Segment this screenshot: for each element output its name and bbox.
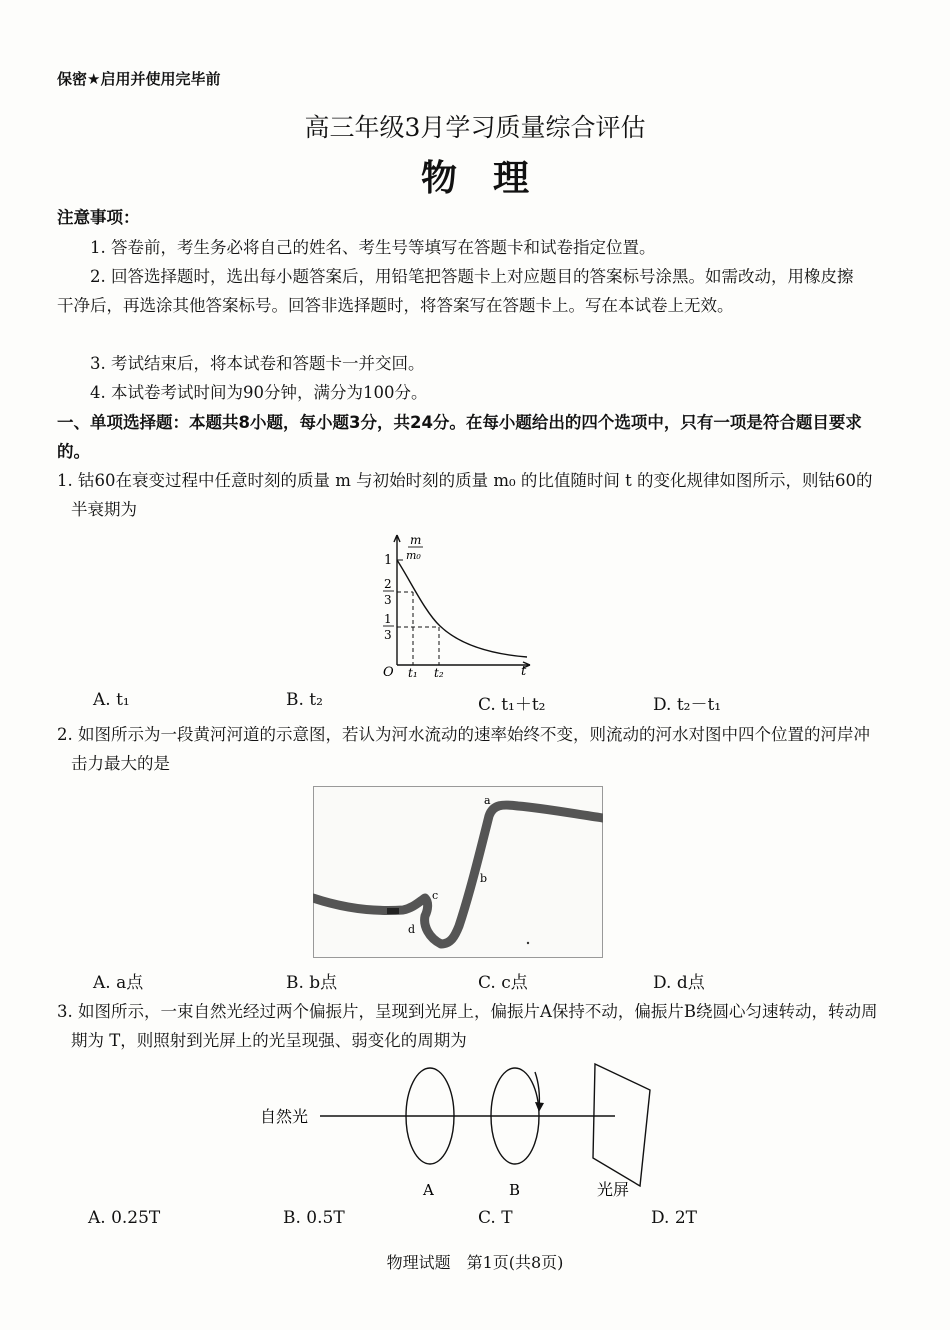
- decay-graph: [375, 530, 540, 680]
- natural-light-label: 自然光: [260, 1107, 309, 1126]
- y-axis-numerator: m: [410, 533, 422, 547]
- tick-one-third-den: 3: [384, 628, 392, 642]
- t-axis-label: t: [521, 664, 527, 679]
- question-2-stem: 2. 如图所示为一段黄河河道的示意图，若认为河水流动的速率始终不变，则流动的河水对图中四个位置的河岸冲击力最大的是: [57, 725, 870, 773]
- q1-option-c: C. t₁＋t₂: [478, 695, 546, 715]
- q3-option-b: B. 0.5T: [283, 1208, 345, 1228]
- q2-option-c: C. c点: [478, 973, 528, 993]
- t1-label: t₁: [408, 666, 418, 680]
- note-item: 1. 答卷前，考生务必将自己的姓名、考生号等填写在答题卡和试卷指定位置。: [90, 238, 656, 257]
- point-c-label: c: [432, 889, 439, 902]
- q1-option-a: A. t₁: [93, 690, 130, 710]
- polarizer-diagram: [255, 1060, 675, 1208]
- notes-heading: 注意事项：: [57, 208, 140, 227]
- tick-one: 1: [384, 553, 393, 568]
- exam-title: 高三年级3月学习质量综合评估: [304, 113, 646, 142]
- t2-label: t₂: [434, 666, 444, 680]
- subject-title: 物理: [420, 158, 565, 199]
- confidential-mark: 保密★启用并使用完毕前: [57, 70, 221, 88]
- page-footer: 物理试题 第1页(共8页): [386, 1253, 564, 1272]
- y-axis-denominator: m₀: [406, 549, 421, 562]
- polarizer-b-label: B: [509, 1181, 521, 1199]
- tick-two-thirds-den: 3: [384, 593, 392, 607]
- q2-option-b: B. b点: [286, 973, 338, 993]
- q2-option-d: D. d点: [653, 973, 705, 993]
- question-3-stem: 3. 如图所示，一束自然光经过两个偏振片，呈现到光屏上，偏振片A保持不动，偏振片B绕圆心匀速转动，转动周期为 T，则照射到光屏上的光呈现强、弱变化的周期为: [57, 1002, 878, 1050]
- q3-option-c: C. T: [478, 1208, 513, 1228]
- polarizer-a-label: A: [423, 1181, 434, 1199]
- origin-label: O: [383, 665, 394, 680]
- q3-option-d: D. 2T: [651, 1208, 697, 1228]
- note-item: 3. 考试结束后，将本试卷和答题卡一并交回。: [90, 354, 425, 373]
- tick-one-third-num: 1: [384, 612, 392, 626]
- point-b-label: b: [480, 872, 488, 885]
- section-heading: 一、单项选择题：本题共8小题，每小题3分，共24分。在每小题给出的四个选项中，只有一项是符合题目要求的。: [57, 413, 862, 461]
- point-d-label: d: [408, 923, 416, 936]
- screen-label: 光屏: [597, 1180, 630, 1199]
- q1-option-d: D. t₂－t₁: [653, 695, 722, 715]
- question-1-stem: 1. 钴60在衰变过程中任意时刻的质量 m 与初始时刻的质量 m₀ 的比值随时间 t 的变化规律如图所示，则钴60的半衰期为: [57, 471, 873, 519]
- q2-option-a: A. a点: [93, 973, 144, 993]
- note-item: 4. 本试卷考试时间为90分钟，满分为100分。: [90, 383, 428, 402]
- q3-option-a: A. 0.25T: [88, 1208, 161, 1228]
- q1-option-b: B. t₂: [286, 690, 323, 710]
- point-a-label: a: [484, 794, 491, 807]
- note-item: 2. 回答选择题时，选出每小题答案后，用铅笔把答题卡上对应题目的答案标号涂黑。如需改动，用橡皮擦干净后，再选涂其他答案标号。回答非选择题时，将答案写在答题卡上。写在本试卷上无效。: [57, 267, 854, 315]
- river-diagram: [313, 786, 603, 958]
- tick-two-thirds-num: 2: [384, 577, 392, 591]
